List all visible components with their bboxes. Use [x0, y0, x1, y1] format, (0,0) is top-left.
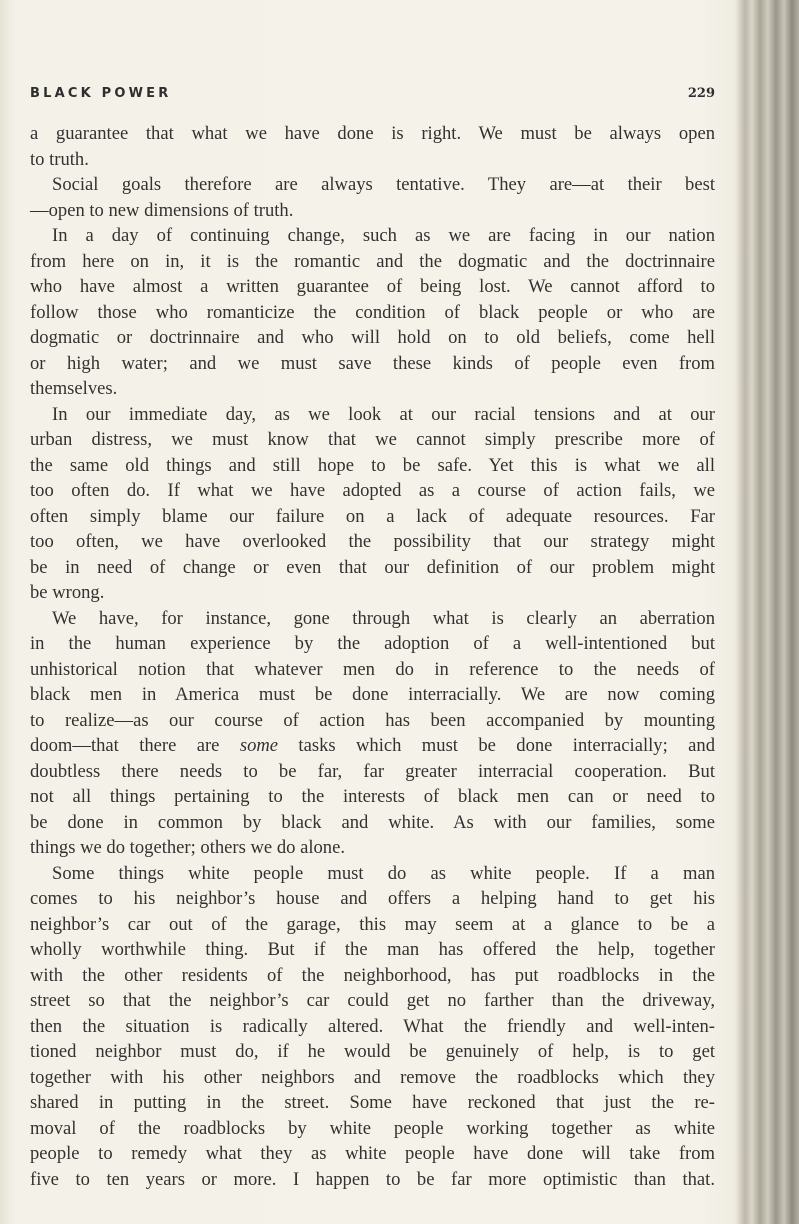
text-segment: tasks which must be done interracially; and — [278, 735, 715, 756]
text-line: too often, we have overlooked the possibility that our strategy might — [30, 531, 715, 552]
text-line: Some things white people must do as white people. If a man — [52, 862, 715, 884]
text-line: often simply blame our failure on a lack of adequate resources. Far — [30, 505, 715, 527]
text-line: themselves. — [30, 378, 118, 399]
text-line: black men in America must be done interracially. We are now coming — [30, 684, 715, 705]
text-line: things we do together; others we do alone. — [30, 837, 345, 858]
text-line: follow those who romanticize the condition of black people or who are — [30, 301, 715, 323]
text-line: street so that the neighbor’s car could get no farther than the driveway, — [30, 990, 715, 1011]
text-line: then the situation is radically altered. What the friendly and well-inten- — [30, 1015, 715, 1037]
paragraph — [30, 172, 715, 223]
text-line: with the other residents of the neighborhood, has put roadblocks in the — [30, 964, 715, 986]
page-body-text — [30, 121, 715, 1192]
text-line: be in need of change or even that our definition of our problem might — [30, 556, 715, 578]
text-line: the same old things and still hope to be safe. Yet this is what we all — [30, 454, 715, 476]
text-line: comes to his neighbor’s house and offers a helping hand to get his — [30, 888, 715, 909]
text-line: shared in putting in the street. Some have reckoned that just the re- — [30, 1092, 715, 1113]
text-line: doubtless there needs to be far, far greater interracial cooperation. But — [30, 760, 715, 782]
paragraph — [30, 606, 715, 861]
text-line: moval of the roadblocks by white people working together as white — [30, 1117, 715, 1139]
text-line: tioned neighbor must do, if he would be genuinely of help, is to get — [30, 1041, 715, 1062]
text-line: to truth. — [30, 148, 89, 170]
text-segment: doom—that there are — [30, 735, 240, 756]
text-line: be wrong. — [30, 582, 105, 603]
running-header — [30, 86, 715, 108]
text-line: five to ten years or more. I happen to be far more optimistic than that. — [30, 1168, 715, 1190]
text-line: people to remedy what they as white people have done will take from — [30, 1143, 715, 1164]
text-line: neighbor’s car out of the garage, this may seem at a glance to be a — [30, 913, 715, 935]
text-line: from here on in, it is the romantic and the dogmatic and the doctrinnaire — [30, 250, 715, 272]
text-line: dogmatic or doctrinnaire and who will hold on to old beliefs, come hell — [30, 327, 715, 348]
text-line: to realize—as our course of action has been accompanied by mounting — [30, 709, 715, 731]
italic-emphasis: some — [239, 735, 279, 756]
text-line: too often do. If what we have adopted as a course of action fails, we — [30, 480, 715, 501]
text-line: —open to new dimensions of truth. — [30, 199, 294, 221]
paragraph — [30, 861, 715, 1193]
paragraph — [30, 223, 715, 402]
text-line: We have, for instance, gone through what is clearly an aberration — [52, 607, 715, 629]
text-line: together with his other neighbors and remove the roadblocks which they — [30, 1066, 715, 1088]
text-line: not all things pertaining to the interests of black men can or need to — [30, 786, 715, 807]
text-line: Social goals therefore are always tentative. They are—at their best — [52, 174, 715, 195]
text-line — [30, 733, 715, 759]
running-title: BLACK POWER — [30, 86, 172, 101]
text-line: urban distress, we must know that we cannot simply prescribe more of — [30, 429, 715, 450]
text-line: be done in common by black and white. As with our families, some — [30, 811, 715, 833]
text-line: a guarantee that what we have done is right. We must be always open — [30, 123, 715, 144]
text-line: who have almost a written guarantee of being lost. We cannot afford to — [30, 276, 715, 297]
page-number: 229 — [687, 86, 715, 101]
text-line: unhistorical notion that whatever men do in reference to the needs of — [30, 658, 715, 680]
text-line: wholly worthwhile thing. But if the man has offered the help, together — [30, 939, 715, 960]
text-line: In a day of continuing change, such as we are facing in our nation — [52, 225, 715, 246]
text-line: or high water; and we must save these kinds of people even from — [30, 352, 715, 374]
paragraph — [30, 121, 715, 172]
text-line: In our immediate day, as we look at our racial tensions and at our — [52, 403, 715, 425]
paragraph — [30, 402, 715, 606]
text-line: in the human experience by the adoption of a well-intentioned but — [30, 633, 715, 654]
